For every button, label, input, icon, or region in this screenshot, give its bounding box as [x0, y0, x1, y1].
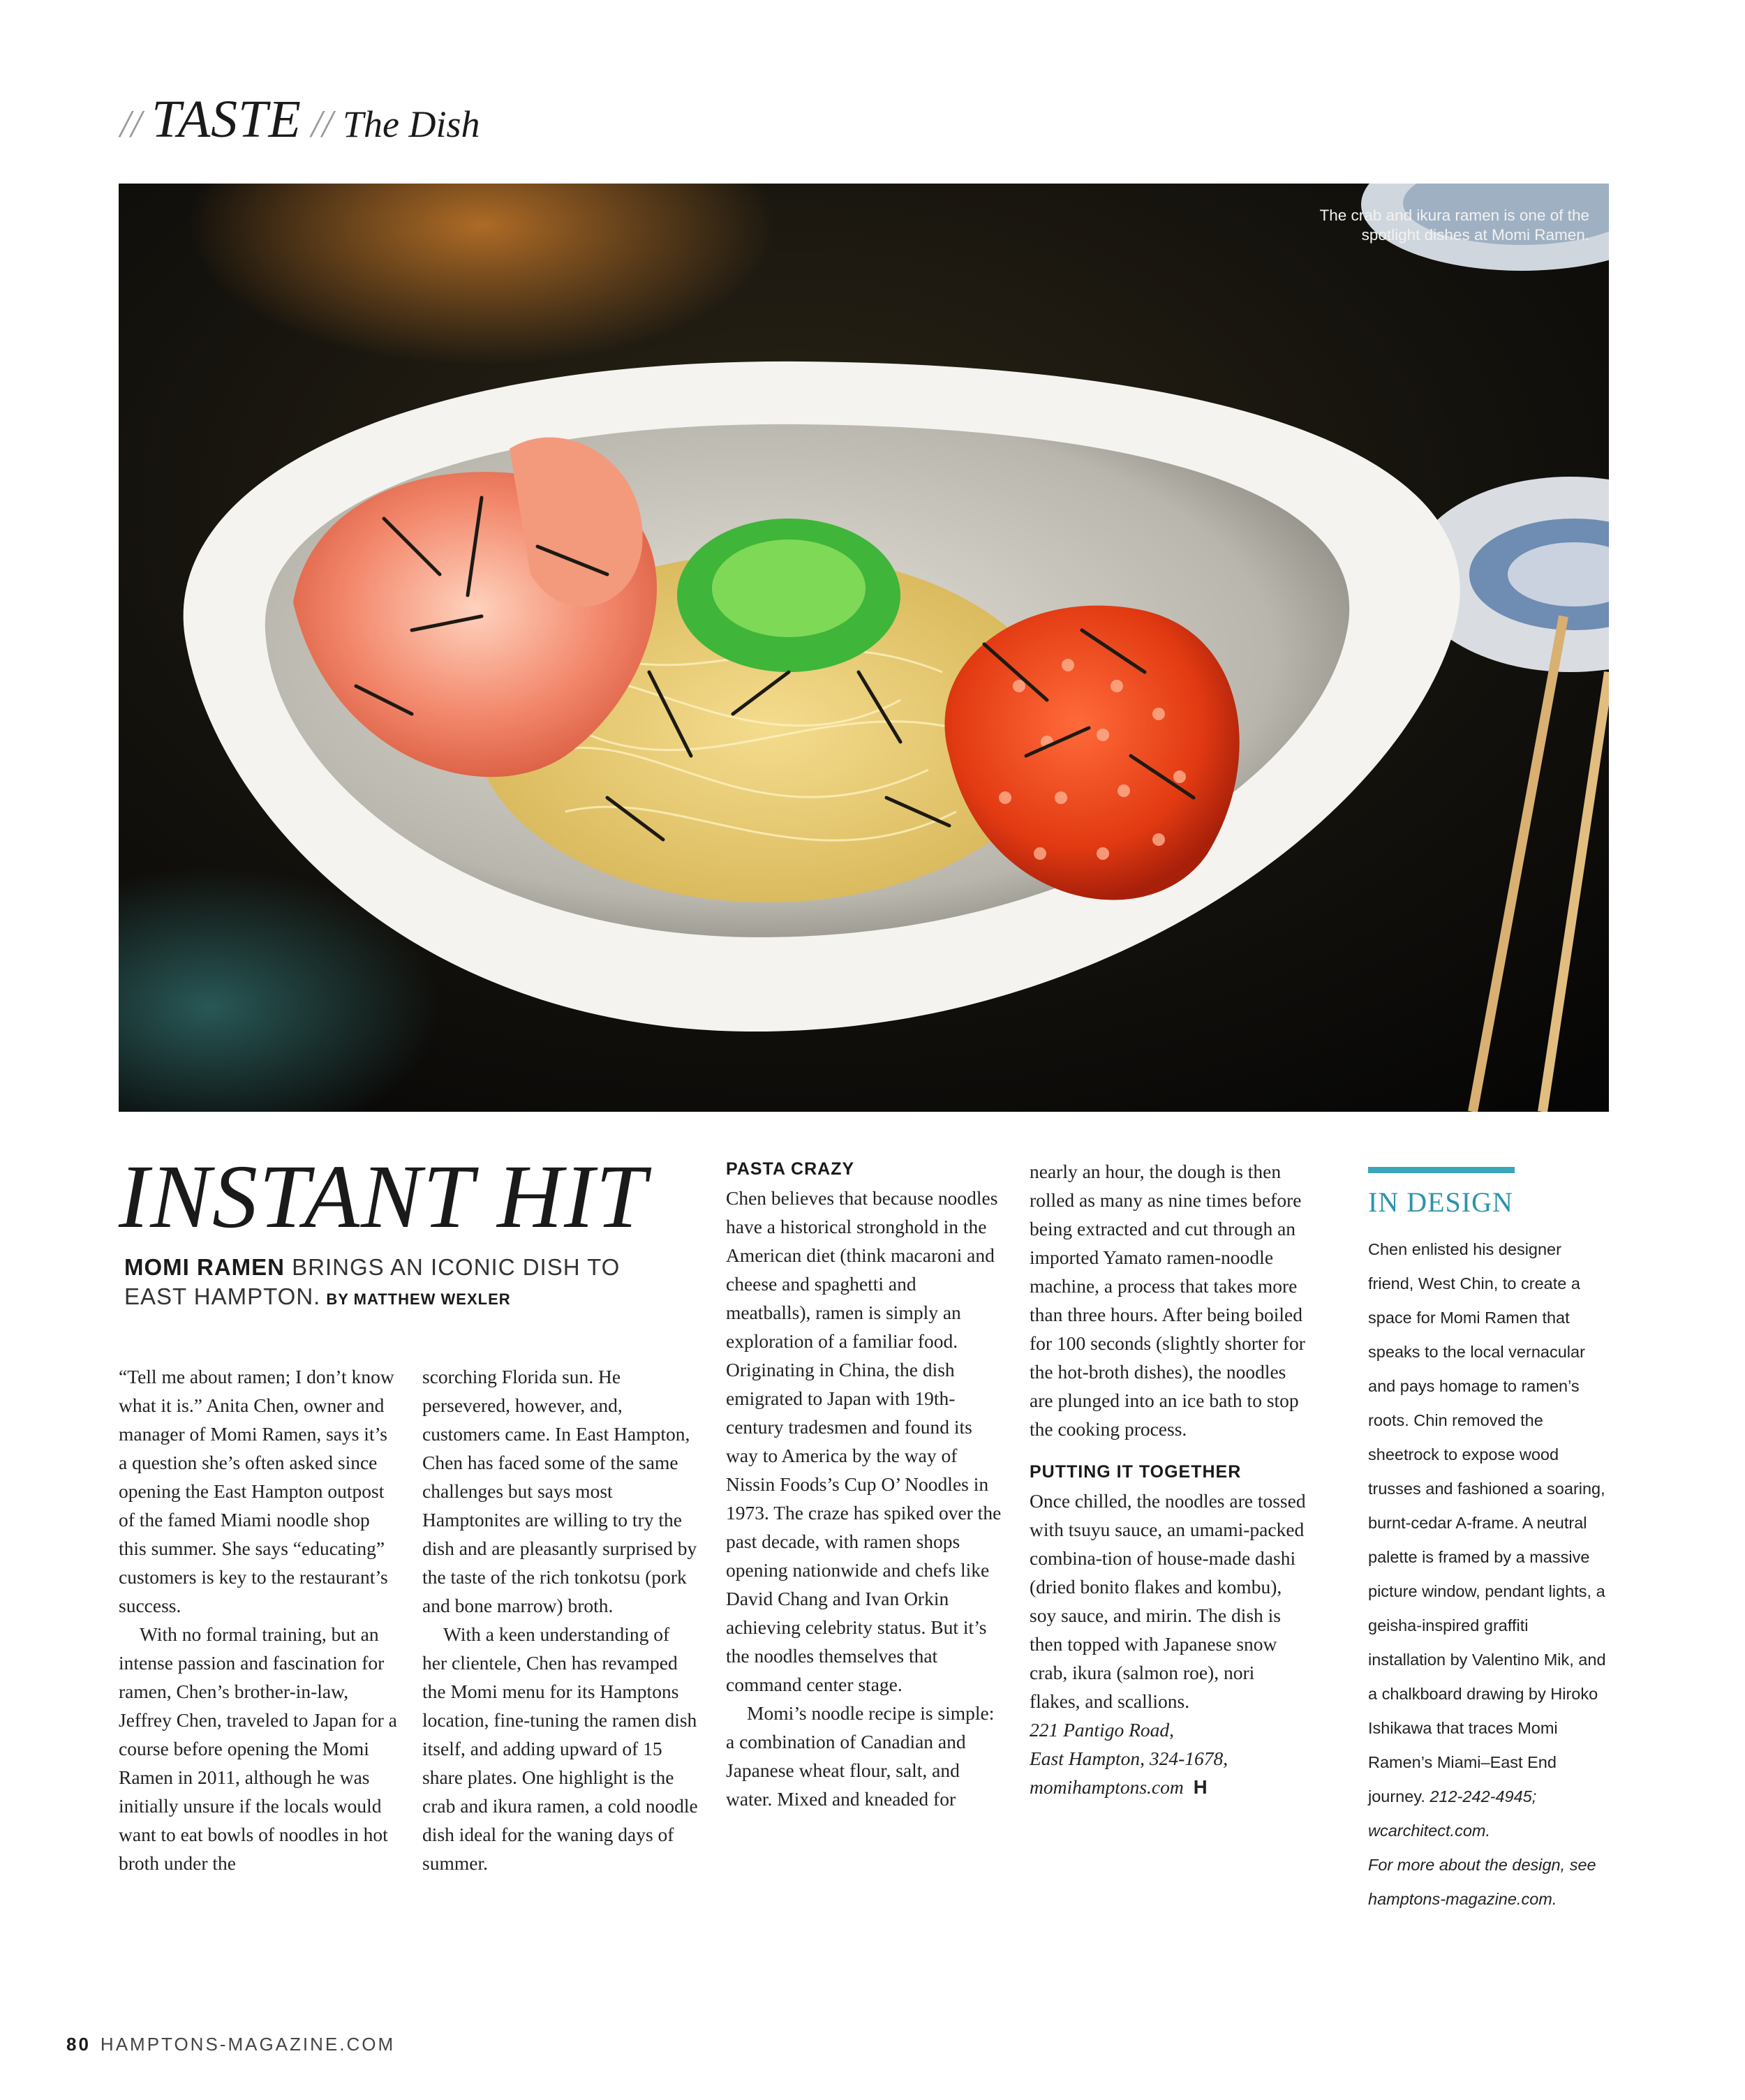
paragraph: With no formal training, but an intense passion and fascination for ramen, Chen’s brother-in-law, Jeffrey Chen, traveled to Japan for a course before opening the Momi Ramen in 2011, although he was initially unsure if the locals would want to eat bowls of noodles in hot broth under the	[119, 1623, 397, 1874]
sidebar-more-link: For more about the design, see hamptons-magazine.com.	[1368, 1856, 1596, 1908]
section-header	[120, 89, 480, 149]
restaurant-address-line-2: East Hampton, 324-1678,	[1030, 1748, 1228, 1769]
header-divider: //	[301, 103, 343, 146]
article-column-4	[1030, 1157, 1309, 1801]
paragraph: “Tell me about ramen; I don’t know what it is.” Anita Chen, owner and manager of Momi Ramen, says it’s a question she’s often asked since opening the East Hampton outpost of the famed Miami noodle shop this summer. She says “educating” customers is key to the restaurant’s success.	[119, 1366, 394, 1616]
restaurant-website-text: momihamptons.com	[1030, 1776, 1184, 1798]
paragraph: Once chilled, the noodles are tossed with tsuyu sauce, an umami-packed combina-tion of house-made dashi (dried bonito flakes and kombu), soy sauce, and mirin. The dish is then topped with Japanese snow crab, ikura (salmon roe), nori flakes, and scallions.	[1030, 1490, 1306, 1712]
paragraph: scorching Florida sun. He persevered, however, and, customers came. In East Hampton, Chen has faced some of the same challenges but says most Hamptonites are willing to try the dish and are pleasantly surprised by the taste of the rich tonkotsu (pork and bone marrow) broth.	[422, 1366, 697, 1616]
page-number: 80	[66, 2034, 91, 2055]
paragraph: nearly an hour, the dough is then rolled as many as nine times before being extracted and cut through an imported Yamato ramen-noodle machine, a process that takes more than three hours. After being boiled for 100 seconds (slightly shorter for the hot-broth dishes), the noodles are plunged into an ice bath to stop the cooking process.	[1030, 1161, 1305, 1440]
paragraph: Chen believes that because noodles have a historical stronghold in the American diet (think macaroni and cheese and spaghetti and meatballs), ramen is simply an exploration of a familiar food. Originating in China, the dish emigrated to Japan with 19th-century tradesmen and found its way to America by the way of Nissin Foods’s Cup O’ Noodles in 1973. The craze has spiked over the past decade, with ramen shops opening nationwide and chefs like David Chang and Ivan Orkin achieving celebrity status. But it’s the noodles themselves that command center stage.	[726, 1187, 1002, 1695]
subhead-putting-it-together: PUTTING IT TOGETHER	[1030, 1462, 1242, 1482]
header-divider: //	[120, 103, 152, 146]
article-column-2	[422, 1362, 698, 1877]
page-footer	[66, 2034, 395, 2055]
subhead-pasta-crazy: PASTA CRAZY	[726, 1159, 855, 1179]
ramen-bowl-image	[119, 184, 1609, 1112]
hero-photo	[119, 184, 1609, 1112]
deck-text: BRINGS AN ICONIC DISH TO EAST HAMPTON.	[124, 1254, 621, 1309]
section-name: TASTE	[151, 90, 302, 149]
photo-caption: The crab and ikura ramen is one of the spotlight dishes at Momi Ramen.	[1319, 207, 1589, 244]
restaurant-website	[1030, 1773, 1309, 1801]
byline: BY MATTHEW WEXLER	[326, 1290, 511, 1308]
sidebar-accent-rule	[1368, 1167, 1515, 1173]
article-headline: INSTANT HIT	[119, 1147, 648, 1247]
article-deck	[124, 1253, 669, 1314]
article-column-3	[726, 1157, 1002, 1813]
deck-restaurant-name: MOMI RAMEN	[124, 1254, 285, 1280]
sidebar-contact: 212-242-4945; wcarchitect.com.	[1368, 1787, 1537, 1840]
article-column-1	[119, 1362, 398, 1877]
sidebar-text: Chen enlisted his designer friend, West Chin, to create a space for Momi Ramen that speaks to the local vernacular and pays homage to ramen’s roots. Chin removed the sheetrock to expose wood trusses and fashioned a soaring, burnt-cedar A-frame. A neutral palette is framed by a massive picture window, pendant lights, a geisha-inspired graffiti installation by Valentino Mik, and a chalkboard drawing by Hiroko Ishikawa that traces Momi Ramen’s Miami–East End journey.	[1368, 1240, 1606, 1805]
in-design-sidebar	[1368, 1167, 1609, 1916]
sidebar-body	[1368, 1233, 1609, 1916]
subsection-name: The Dish	[343, 103, 480, 145]
paragraph: With a keen understanding of her clientele, Chen has revamped the Momi menu for its Hamptons location, fine-tuning the ramen dish itself, and adding upward of 15 share plates. One highlight is the crab and ikura ramen, a cold noodle dish ideal for the waning days of summer.	[422, 1623, 698, 1874]
paragraph: Momi’s noodle recipe is simple: a combination of Canadian and Japanese wheat flour, salt, and water. Mixed and kneaded for	[726, 1702, 995, 1810]
restaurant-address-line-1: 221 Pantigo Road,	[1030, 1719, 1175, 1741]
sidebar-title: IN DESIGN	[1368, 1186, 1513, 1218]
end-mark: H	[1193, 1776, 1208, 1798]
footer-site: HAMPTONS-MAGAZINE.COM	[100, 2034, 396, 2055]
